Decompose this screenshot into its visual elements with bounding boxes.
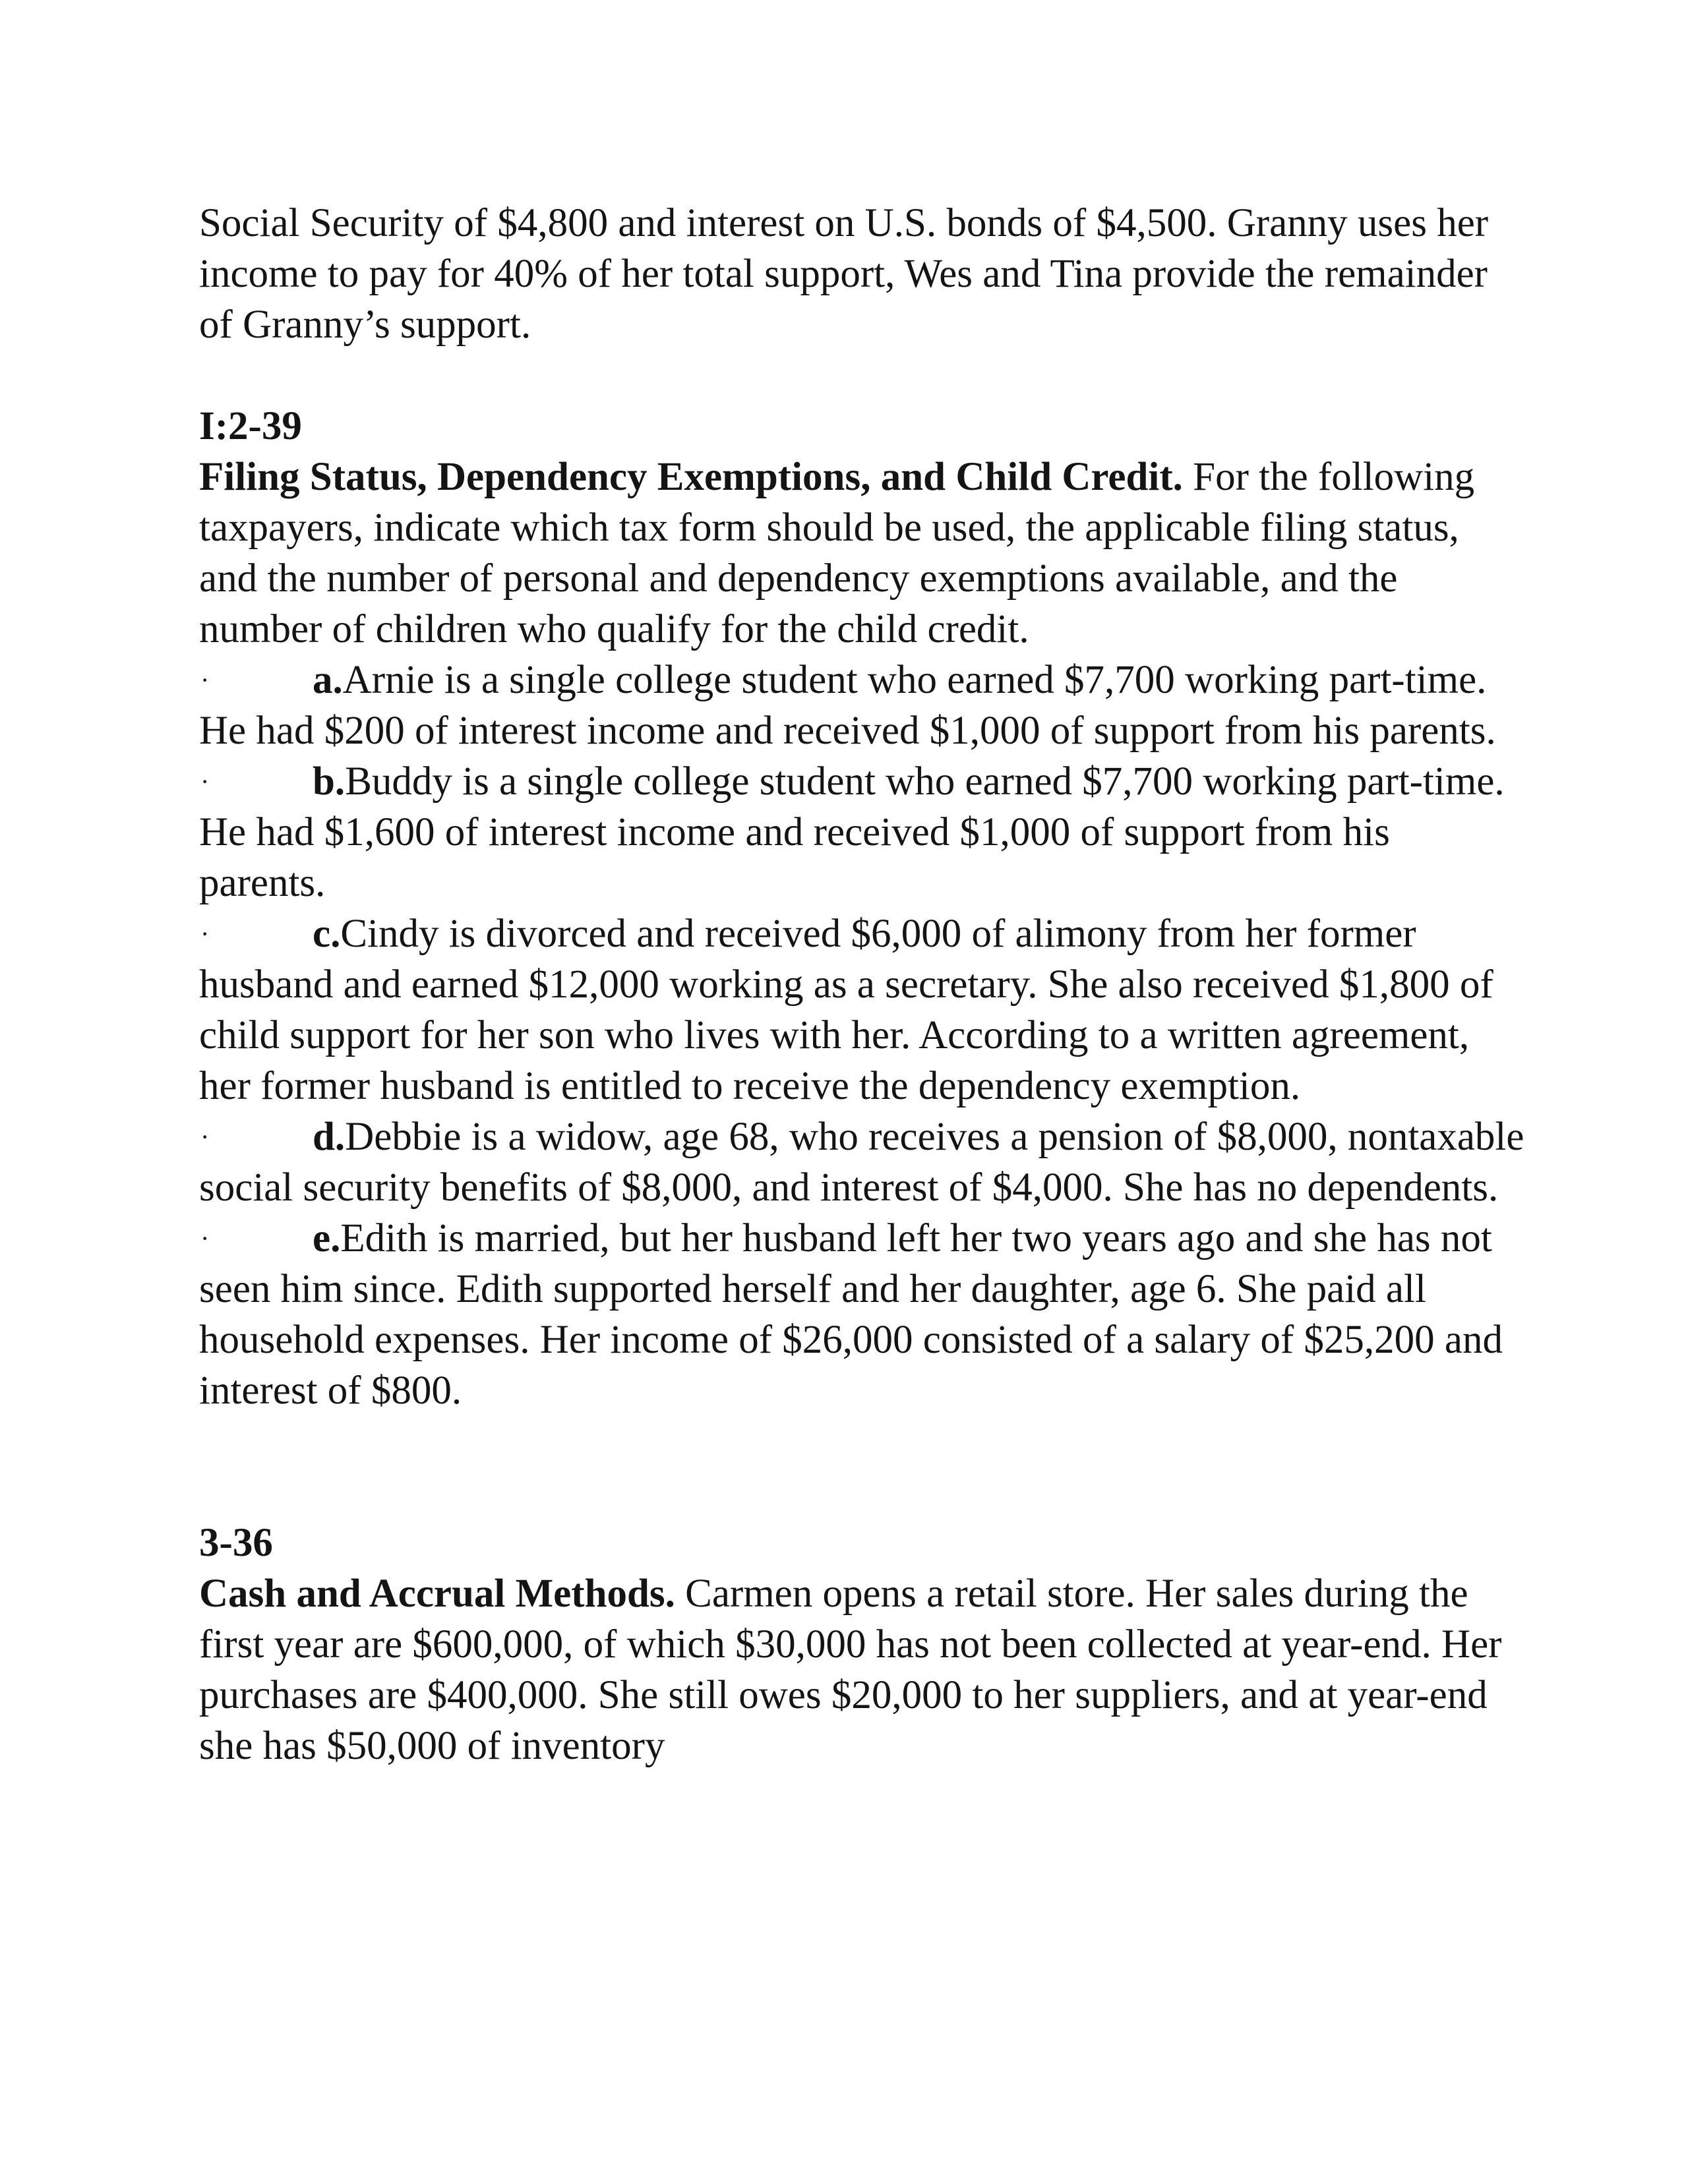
item-text: Edith is married, but her husband left her two years ago and she has not seen him since. Edith supported herself and her daughter, age 6. She paid all household expenses. Her income of $26,000 consisted of a salary of $25,200 and interest of $800. [199,1216,1503,1413]
problem-title: Cash and Accrual Methods. [199,1572,675,1616]
bullet-icon: · [200,767,210,796]
bullet-icon: · [200,1224,210,1253]
list-item [199,756,1524,908]
list-item [199,1213,1524,1416]
spacer [199,1416,1524,1518]
problem-paragraph [199,452,1524,655]
item-text: Buddy is a single college student who earned $7,700 working part-time. He had $1,600 of interest income and received $1,000 of support from his parents. [199,759,1505,905]
spacer [199,350,1524,401]
item-label: d. [313,1115,346,1159]
problem-text: Carmen opens a retail store. Her sales during the first year are $600,000, of which $30,000 has not been collected at year-end. Her purchases are $400,000. She still owes $20,000 to her suppliers, and at year-end she has $50,000 of inventory [199,1572,1502,1768]
item-text: Debbie is a widow, age 68, who receives a pension of $8,000, nontaxable social security benefits of $8,000, and interest of $4,000. She has no dependents. [199,1115,1524,1210]
bullet-icon: · [200,1122,210,1152]
item-label: a. [313,658,343,702]
problem-paragraph [199,1568,1524,1771]
bullet-icon: · [200,919,210,949]
list-item [199,908,1524,1111]
intro-paragraph: Social Security of $4,800 and interest on U.S. bonds of $4,500. Granny uses her income to pay for 40% of her total support, Wes and Tina provide the remainder of Granny’s support. [199,201,1489,347]
problem-title: Filing Status, Dependency Exemptions, and Child Credit. [199,455,1183,499]
document-page [199,198,1524,1771]
item-label: e. [313,1216,341,1260]
problem-text: For the following taxpayers, indicate which tax form should be used, the applicable filing status, and the number of personal and dependency exemptions available, and the number of children who qualify for the child credit. [199,455,1475,651]
item-label: c. [313,912,341,956]
bullet-icon: · [200,665,210,695]
problem-number: I:2-39 [199,404,302,448]
list-item [199,655,1524,756]
list-item [199,1111,1524,1213]
item-label: b. [313,759,346,804]
problem-number: 3-36 [199,1521,273,1565]
item-text: Cindy is divorced and received $6,000 of alimony from her former husband and earned $12,000 working as a secretary. She also received $1,800 of child support for her son who lives with her. According to a written agreement, her former husband is entitled to receive the dependency exemption. [199,912,1493,1108]
item-text: Arnie is a single college student who earned $7,700 working part-time. He had $200 of interest income and received $1,000 of support from his parents. [199,658,1496,753]
